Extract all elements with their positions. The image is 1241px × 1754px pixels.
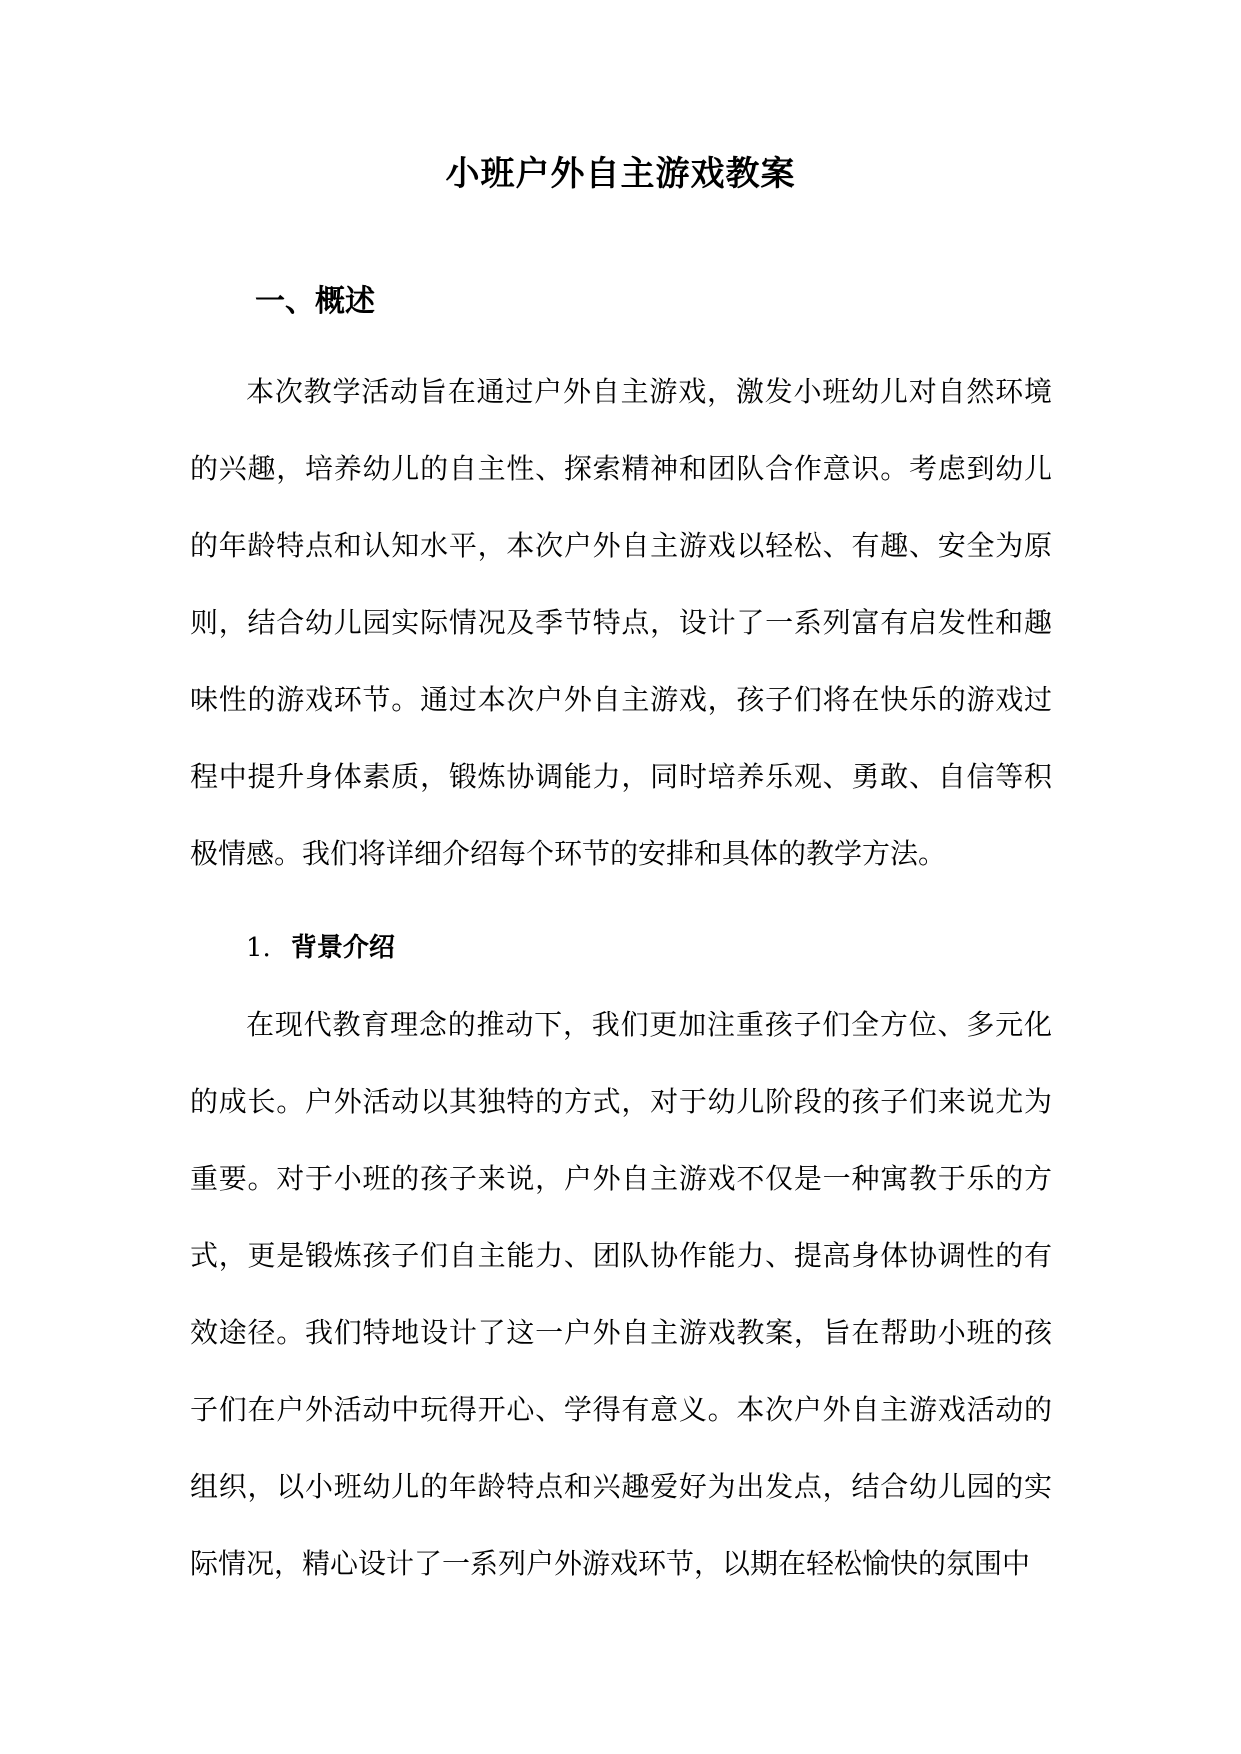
subsection-number: 1. [246,933,271,963]
document-title: 小班户外自主游戏教案 [445,154,796,194]
section-heading-overview: 一、概述 [255,284,375,319]
overview-paragraph: 本次教学活动旨在通过户外自主游戏，激发小班幼儿对自然环境的兴趣，培养幼儿的自主性、探索精神和团队合作意识。考虑到幼儿的年龄特点和认知水平，本次户外自主游戏以轻松、有趣、安全为原则，结合幼儿园实际情况及季节特点，设计了一系列富有启发性和趣味性的游戏环节。通过本次户外自主游戏，孩子们将在快乐的游戏过程中提升身体素质，锻炼协调能力，同时培养乐观、勇敢、自信等积极情感。我们将详细介绍每个环节的安排和具体的教学方法。 [190,375,1052,870]
subsection-heading-text: 背景介绍 [290,933,395,963]
background-paragraph: 在现代教育理念的推动下，我们更加注重孩子们全方位、多元化的成长。户外活动以其独特的方式，对于幼儿阶段的孩子们来说尤为重要。对于小班的孩子来说，户外自主游戏不仅是一种寓教于乐的方式，更是锻炼孩子们自主能力、团队协作能力、提高身体协调性的有效途径。我们特地设计了这一户外自主游戏教案，旨在帮助小班的孩子们在户外活动中玩得开心、学得有意义。本次户外自主游戏活动的组织，以小班幼儿的年龄特点和兴趣爱好为出发点，结合幼儿园的实际情况，精心设计了一系列户外游戏环节，以期在轻松愉快的氛围中 [190,1008,1052,1580]
subsection-heading-background [246,925,395,971]
